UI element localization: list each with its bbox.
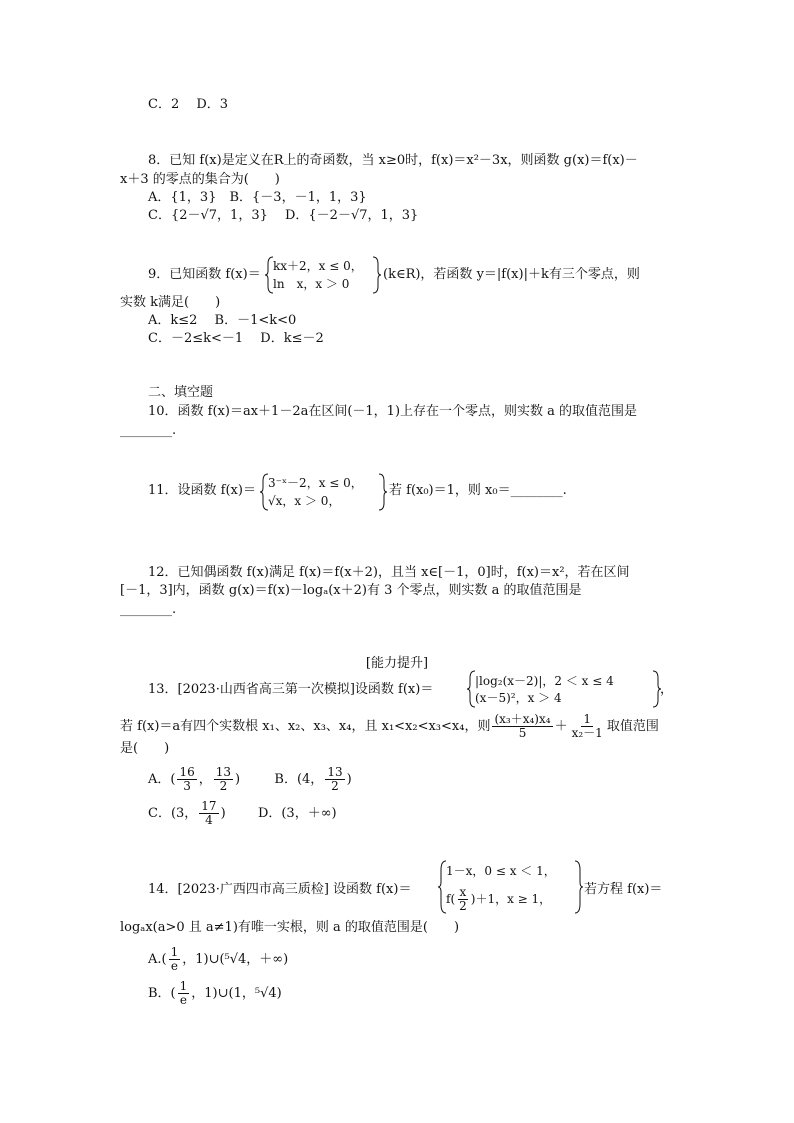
q14-prefix: 14．[2023·广西四市高三质检] 设函数 f(x)＝: [148, 882, 412, 897]
q11-left-brace-icon: [259, 473, 269, 511]
q13-option-b-den: 2: [331, 779, 339, 793]
q11-right-brace-icon: [378, 473, 388, 511]
q13-option-d: D．(3，＋∞): [257, 806, 337, 821]
q14-option-b-num: 1: [179, 979, 188, 993]
q14-left-brace-icon: [437, 860, 447, 914]
q13-line2-text: 若 f(x)＝a有四个实数根 x₁、x₂、x₃、x₄，且 x₁<x₂<x₃<x₄，则: [120, 719, 491, 734]
q14-case2-end: )＋1，x ≥ 1，: [470, 892, 552, 906]
q13-option-b-end: ): [346, 772, 352, 787]
q14-option-b-rest: ，1)∪(1，⁵√4): [191, 986, 282, 1001]
q12-line2: [－1，3]内，函数 g(x)＝f(x)－logₐ(x＋2)有 3 个零点，则实数 a 的取值范围是: [120, 583, 582, 598]
q13-option-a-f1-num: 16: [179, 765, 195, 779]
q14-option-b-label: B．(: [148, 986, 176, 1001]
q10-line2: ________.: [120, 423, 177, 438]
q13-option-c-label: C．(3，: [148, 806, 198, 821]
q13-option-cd: [148, 800, 337, 827]
q14-case1: 1－x，0 ≤ x ＜ 1，: [446, 864, 556, 878]
q9-line2: 实数 k满足( ): [120, 295, 221, 310]
q7-options-cd: C．2 D．3: [148, 97, 229, 112]
q14-case2-num: x: [459, 885, 467, 899]
q13-option-c-den: 4: [205, 813, 213, 827]
q13-option-a-f2-num: 13: [215, 765, 232, 779]
q14-option-a-num: 1: [170, 945, 179, 959]
q9-option-cd: C．－2≤k<－1 D．k≤－2: [148, 331, 324, 346]
q9-right-brace-icon: [372, 256, 382, 294]
q13-fraction-2: [570, 713, 605, 740]
q9-case1: kx＋2，x ≤ 0，: [273, 259, 363, 273]
q14-case2-den: 2: [459, 899, 467, 913]
q13-right-brace-icon: [652, 670, 662, 708]
q13-line2-end: 取值范围: [606, 719, 659, 734]
section-fill-in-blank: 二、填空题: [148, 385, 214, 400]
q14-option-a-rest: ，1)∪(⁵√4，＋∞): [182, 952, 289, 967]
q9-option-ab: A．k≤2 B．－1<k<0: [148, 313, 297, 328]
q14-option-b-den: e: [179, 993, 188, 1007]
q10-line1: 10．函数 f(x)＝ax＋1－2a在区间(－1，1)上存在一个零点，则实数 a 的取值范围是: [148, 404, 638, 419]
q14-option-b-fraction: [178, 980, 190, 1007]
q13-line3: 是( ): [120, 741, 170, 756]
q13-fraction-2-numerator: 1: [583, 712, 592, 726]
q11-case2: √x，x ＞ 0，: [268, 494, 341, 508]
q14-option-a-label: A.(: [148, 952, 167, 967]
q13-line2: [120, 713, 659, 740]
q13-option-a-fraction-2: [214, 766, 233, 793]
section-ability-improvement: [能力提升]: [365, 656, 429, 671]
q8-option-cd: C．{2－√7，1，3} D．{－2－√7，1，3}: [148, 208, 419, 223]
q9-prefix: 9．已知函数 f(x)＝: [148, 267, 261, 282]
q14-right-brace-icon: [574, 860, 584, 914]
q12-line1: 12．已知偶函数 f(x)满足 f(x)＝f(x＋2)，且当 x∈[－1，0]时，f(x)＝x²，若在区间: [148, 565, 630, 580]
q13-fraction-1-numerator: (x₃＋x₄)x₄: [494, 712, 551, 726]
q13-case1: |log₂(x－2)|，2 ＜ x ≤ 4: [475, 674, 614, 688]
q13-option-c-end: ): [220, 806, 226, 821]
q8-line1: 8．已知 f(x)是定义在R上的奇函数，当 x≥0时，f(x)＝x²－3x，则函数 g(x)＝f(x)－: [148, 153, 638, 168]
q13-option-b-label: B．(4，: [274, 772, 324, 787]
q14-option-b: [148, 980, 282, 1007]
q14-option-a-den: e: [170, 959, 178, 973]
q14-option-a: [148, 946, 288, 973]
q13-left-brace-icon: [466, 670, 476, 708]
q11-suffix: 若 f(x₀)＝1，则 x₀＝________.: [389, 483, 567, 498]
q13-option-ab: [148, 766, 352, 793]
q14-case2-start: f(: [446, 892, 456, 906]
q8-line2: x＋3 的零点的集合为( ): [120, 172, 280, 187]
q13-option-c-num: 17: [201, 799, 217, 813]
q11-prefix: 11．设函数 f(x)＝: [148, 483, 256, 498]
q13-option-a-end: ): [235, 772, 241, 787]
q13-option-a-f1-den: 3: [183, 779, 191, 793]
q8-option-ab: A．{1，3} B．{－3，－1，1，3}: [148, 190, 367, 205]
q9-suffix: (k∈R)，若函数 y＝|f(x)|＋k有三个零点，则: [383, 267, 640, 282]
q13-case2: (x－5)²，x ＞ 4: [475, 691, 562, 705]
q14-case2-fraction: [457, 886, 469, 913]
q13-fraction-2-denominator: x₂－1: [571, 726, 603, 740]
q14-option-a-fraction: [169, 946, 181, 973]
q13-suffix: ，: [660, 682, 674, 697]
q13-fraction-1-denominator: 5: [518, 726, 527, 740]
q13-option-b-fraction: [325, 766, 344, 793]
q9-left-brace-icon: [264, 256, 274, 294]
q13-option-a-f2-den: 2: [219, 779, 228, 793]
q14-line2: logₐx(a>0 且 a≠1)有唯一实根，则 a 的取值范围是( ): [120, 920, 460, 935]
q13-option-a-comma: ，: [198, 772, 212, 787]
q13-option-c-fraction: [199, 800, 218, 827]
q11-case1: 3⁻ˣ－2，x ≤ 0，: [268, 476, 363, 490]
q13-option-a-label: A．(: [148, 772, 176, 787]
q13-plus: ＋: [554, 719, 568, 734]
q12-line3: ________.: [120, 602, 177, 617]
q13-prefix: 13．[2023·山西省高三第一次模拟]设函数 f(x)＝: [148, 682, 434, 697]
q13-fraction-1: [492, 713, 552, 740]
q13-option-a-fraction-1: [177, 766, 196, 793]
q14-suffix: 若方程 f(x)＝: [584, 882, 663, 897]
q14-case2: [446, 886, 551, 913]
q9-case2: ln x，x ＞ 0: [273, 277, 350, 291]
q13-option-b-num: 13: [327, 765, 343, 779]
